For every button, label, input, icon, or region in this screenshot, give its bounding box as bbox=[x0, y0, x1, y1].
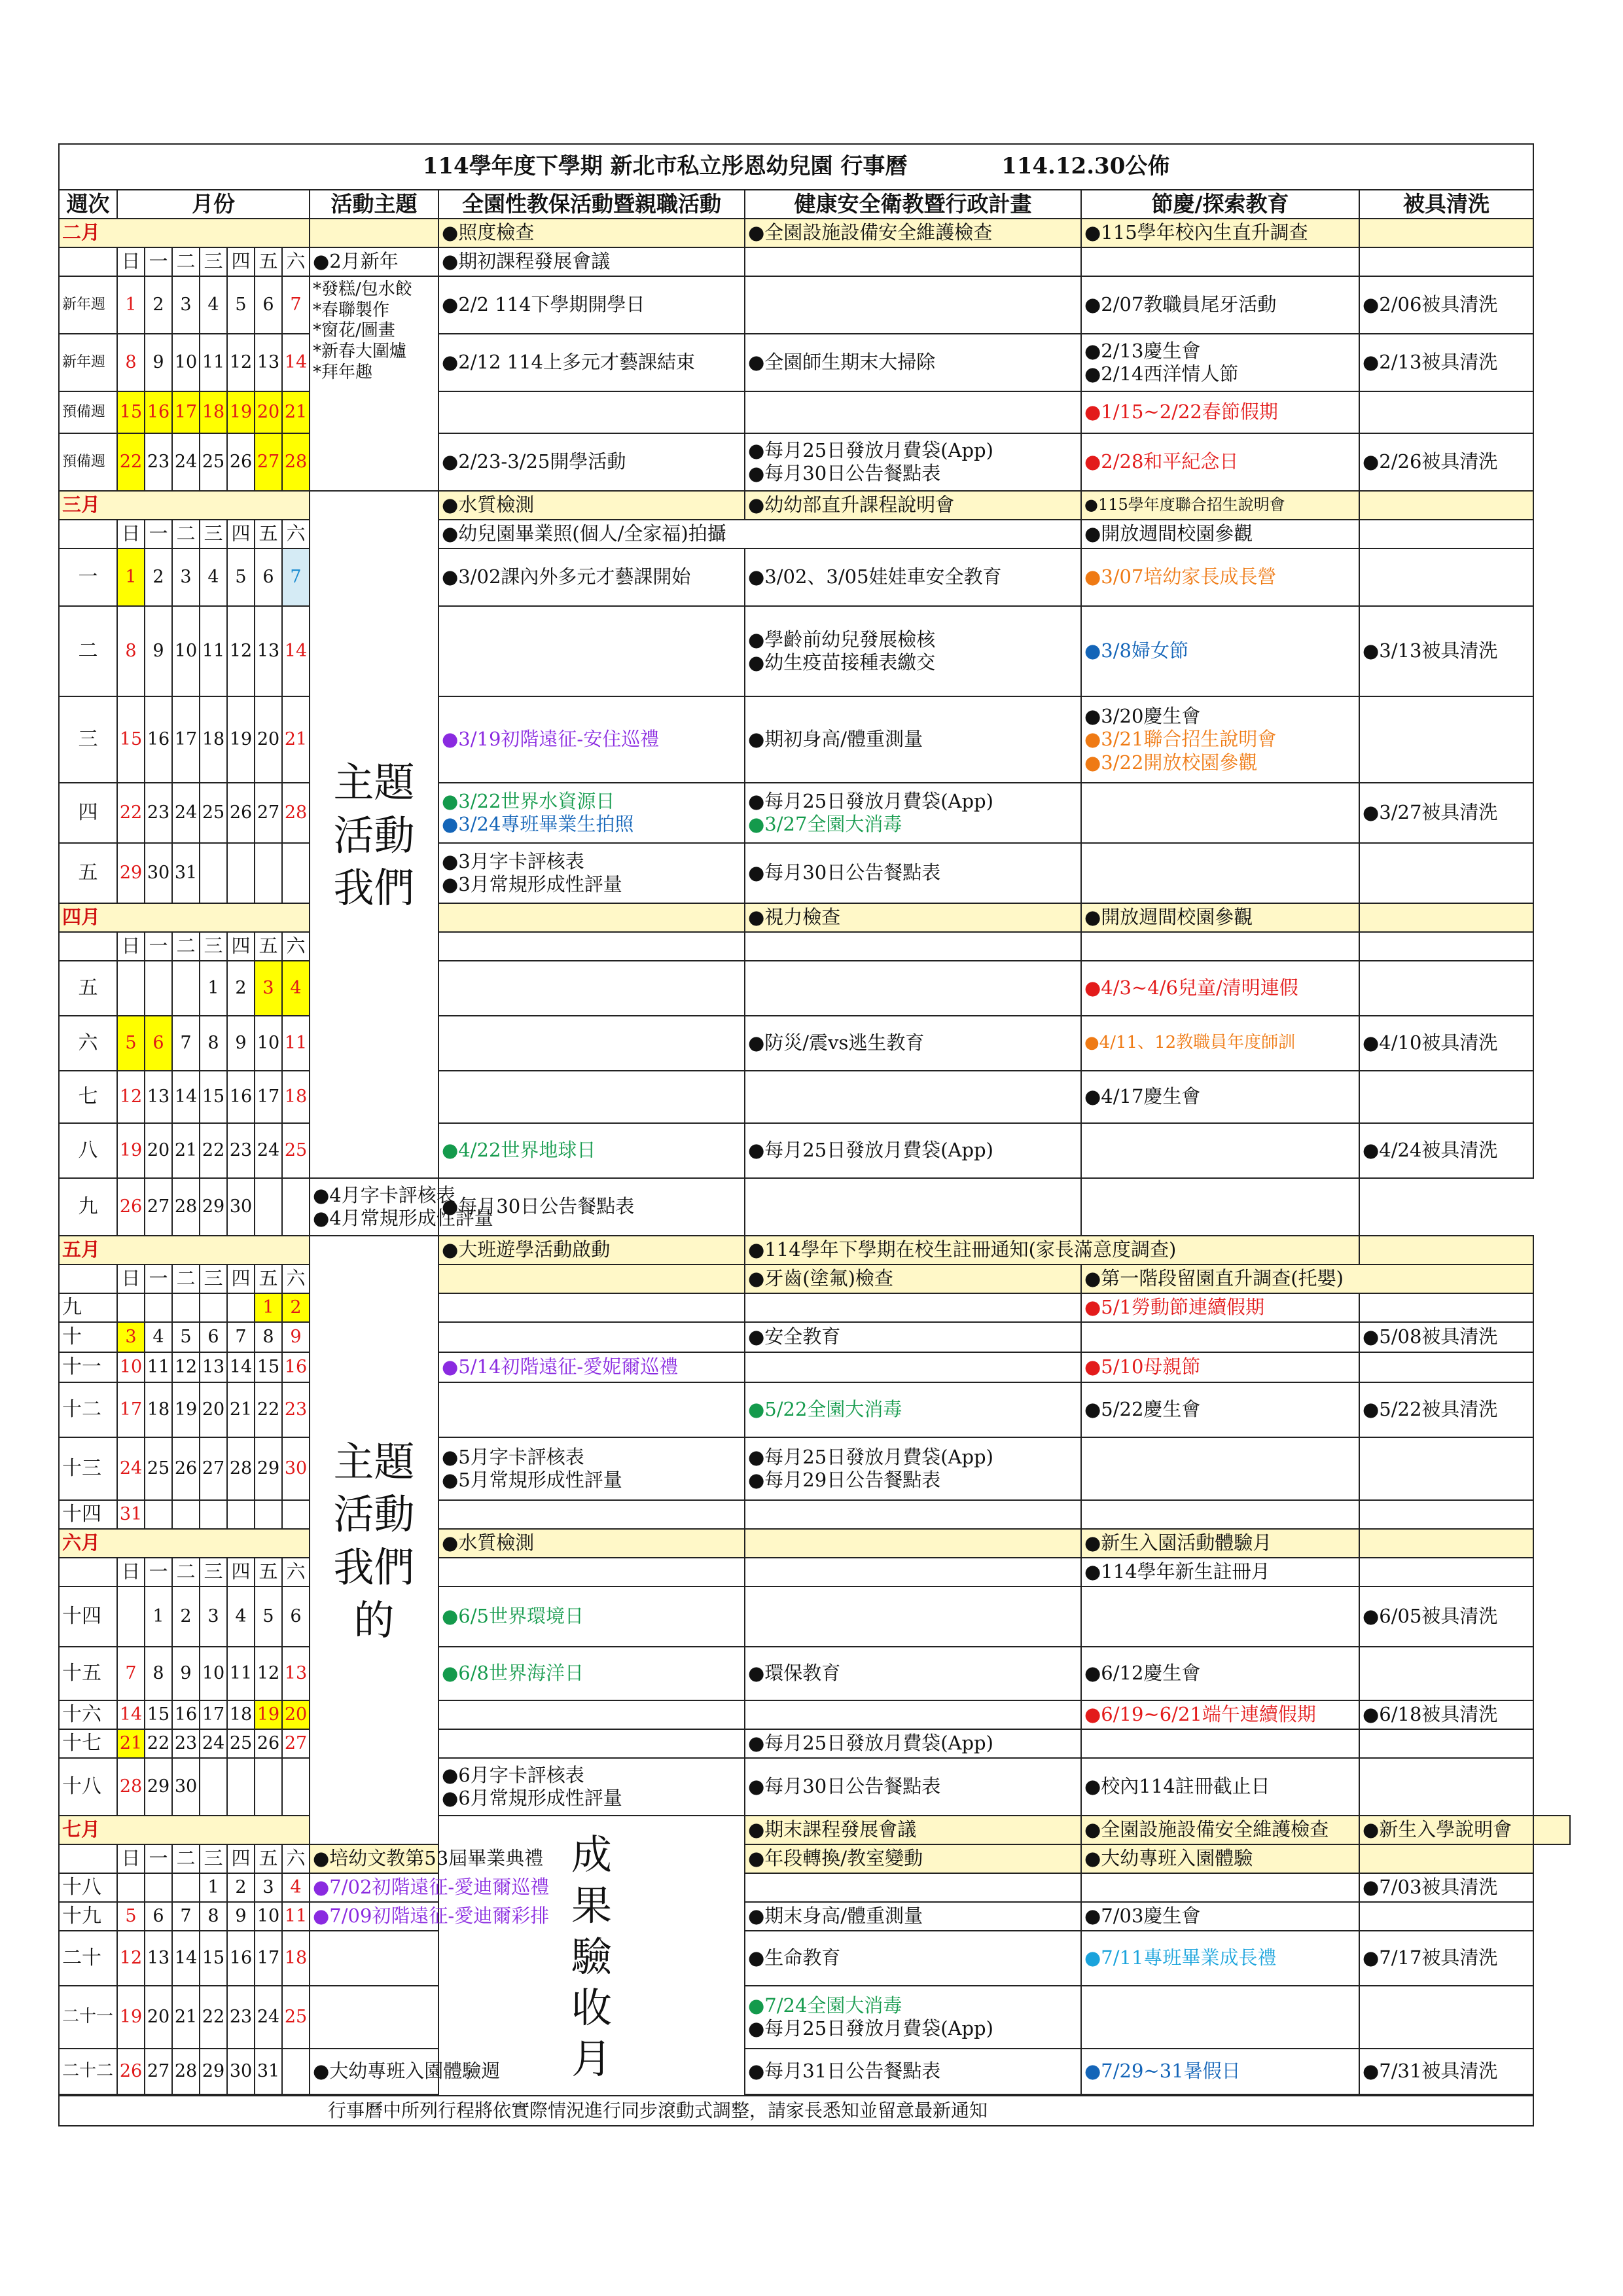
table-row: 預備週 15 16 17 18 19 20 21 ●1/15~2/22春節假期 bbox=[59, 391, 1570, 433]
table-row: 十五 7 8 9 10 11 12 13 ●6/8世界海洋日 ●環保教育 ●6/12慶生會 bbox=[59, 1647, 1570, 1700]
parent-cell: ●2/23-3/25開學活動 bbox=[438, 433, 745, 491]
table-row: 三 15 16 17 18 19 20 21 ●3/19初階遠征-安住巡禮 ●期初身高/體重測量 ●3/20慶生會 ●3/21聯合招生說明會 ●3/22開放校園參觀 bbox=[59, 696, 1570, 783]
jul-health-1: ●年段轉換/教室變動 bbox=[745, 1844, 1081, 1873]
table-row: 五 1 2 3 4 ●4/3~4/6兒童/清明連假 bbox=[59, 961, 1570, 1016]
weekday-sat: 六 bbox=[282, 247, 310, 276]
may-weekday-row: 日 一 二 三 四 五 六 ●牙齒(塗氟)檢查 ●第一階段留園直升調查(托嬰) bbox=[59, 1265, 1570, 1293]
jun-fest-0: ●新生入園活動體驗月 bbox=[1081, 1529, 1359, 1558]
jul-month-row bbox=[59, 1816, 1570, 1844]
jul-health-0: ●全園設施設備安全維護檢查 bbox=[1081, 1816, 1359, 1844]
mar-weekday-row: 日 一 二 三 四 五 六 ●幼兒園畢業照(個人/全家福)拍攝 ●開放週間校園參觀 bbox=[59, 520, 1570, 548]
footer-note: 行事曆中所列行程將依實際情況進行同步滾動式調整，請家長悉知並留意最新通知 bbox=[59, 2096, 1533, 2126]
header-bedding: 被具清洗 bbox=[1359, 190, 1533, 219]
jul-fest-1: ●大幼專班入園體驗 bbox=[1081, 1844, 1359, 1873]
weekday-mon: 一 bbox=[145, 247, 172, 276]
fest-cell: ●2/13慶生會 ●2/14西洋情人節 bbox=[1081, 334, 1359, 391]
jun-month-row bbox=[59, 1529, 1570, 1558]
may-month-row bbox=[59, 1236, 1570, 1265]
feb-theme-notes: *發糕/包水餃 *春聯製作 *窗花/圖畫 *新春大圍爐 *拜年趣 bbox=[310, 276, 438, 491]
feb-fest-0: ●115學年校內生直升調查 bbox=[1081, 219, 1359, 247]
table-row: 十三 24 25 26 27 28 29 30 ●5月字卡評核表 ●5月常規形成性評量 ●每月25日發放月費袋(App) ●每月29日公告餐點表 bbox=[59, 1437, 1570, 1500]
header-week: 週次 bbox=[59, 190, 117, 219]
table-row: 十四 31 bbox=[59, 1500, 1570, 1529]
header-festival: 節慶/探索教育 bbox=[1081, 190, 1359, 219]
day-cell: 7 bbox=[282, 276, 310, 334]
bed-cell: ●2/13被具清洗 bbox=[1359, 334, 1533, 391]
weekday-tue: 二 bbox=[172, 247, 200, 276]
table-row: 十九 5 6 7 8 9 10 11 ●7/09初階遠征-愛迪爾彩排 ●期末身高/體重測量 ●7/03慶生會 bbox=[59, 1902, 1570, 1931]
title-date: 114.12.30公佈 bbox=[1001, 153, 1170, 180]
day-cell: 3 bbox=[172, 276, 200, 334]
table-row: 二 8 9 10 11 12 13 14 ●學齡前幼兒發展檢核 ●幼生疫苗接種表繳交 ●3/8婦女節 ●3/13被具清洗 bbox=[59, 606, 1570, 696]
bed-cell: ●2/26被具清洗 bbox=[1359, 433, 1533, 491]
table-row: 十二 17 18 19 20 21 22 23 ●5/22全園大消毒 ●5/22慶生會 ●5/22被具清洗 bbox=[59, 1382, 1570, 1437]
mar-health-0: ●幼幼部直升課程說明會 bbox=[745, 491, 1081, 520]
feb-health-0: ●全園設施設備安全維護檢查 bbox=[745, 219, 1081, 247]
weekday-fri: 五 bbox=[255, 247, 282, 276]
feb-parent-0: ●照度檢查 bbox=[438, 219, 745, 247]
theme-jul: 成果驗收月 bbox=[438, 1816, 745, 2096]
weekday-sun: 日 bbox=[117, 247, 145, 276]
mar-fest-1: ●開放週間校園參觀 bbox=[1081, 520, 1359, 548]
theme-may-jun: 主題活動我們的 bbox=[310, 1236, 438, 1844]
month-name-feb: 二月 bbox=[59, 219, 310, 247]
header-parent: 全園性教保活動暨親職活動 bbox=[438, 190, 745, 219]
table-row: 二十 12 13 14 15 16 17 18 ●生命教育 ●7/11專班畢業成長禮 ●7/17被具清洗 bbox=[59, 1931, 1570, 1986]
mar-parent-0: ●水質檢測 bbox=[438, 491, 745, 520]
table-row: 預備週 22 23 24 25 26 27 28 ●2/23-3/25開學活動 ●每月25日發放月費袋(App) ●每月30日公告餐點表 ●2/28和平紀念日 ●2/26被具清洗 bbox=[59, 433, 1570, 491]
feb-weekday-row bbox=[59, 247, 1570, 276]
table-row: 五 29 30 31 ●3月字卡評核表 ●3月常規形成性評量 ●每月30日公告餐點表 bbox=[59, 843, 1570, 903]
footer-row bbox=[59, 2096, 1570, 2126]
column-headers bbox=[59, 190, 1570, 219]
apr-month-row bbox=[59, 903, 1570, 932]
mar-fest-0: ●115學年度聯合招生說明會 bbox=[1081, 491, 1359, 520]
table-row: 新年週 8 9 10 11 12 13 14 ●2/12 114上多元才藝課結束 ●全園師生期末大掃除 ●2/13慶生會 ●2/14西洋情人節 ●2/13被具清洗 bbox=[59, 334, 1570, 391]
header-month: 月份 bbox=[117, 190, 310, 219]
week-label: 新年週 bbox=[59, 276, 117, 334]
apr-fest-0: ●開放週間校園參觀 bbox=[1081, 903, 1359, 932]
feb-month-row bbox=[59, 219, 1570, 247]
table-row: 十六 14 15 16 17 18 19 20 ●6/19~6/21端午連續假期 ●6/18被具清洗 bbox=[59, 1700, 1570, 1729]
table-row: 九 26 27 28 29 30 ●4月字卡評核表 ●4月常規形成性評量 ●每月30日公告餐點表 bbox=[59, 1178, 1570, 1236]
table-row: 八 19 20 21 22 23 24 25 ●4/22世界地球日 ●每月25日發放月費袋(App) ●4/24被具清洗 bbox=[59, 1123, 1570, 1178]
bed-cell: ●2/06被具清洗 bbox=[1359, 276, 1533, 334]
month-name-jul: 七月 bbox=[59, 1816, 310, 1844]
table-row bbox=[59, 276, 1570, 334]
day-cell: 2 bbox=[145, 276, 172, 334]
day-cell: 5 bbox=[227, 276, 255, 334]
jul-parent-1: ●培幼文教第53屆畢業典禮 bbox=[310, 1844, 438, 1873]
table-row: 二十一 19 20 21 22 23 24 25 ●7/24全園大消毒 ●每月25日發放月費袋(App) bbox=[59, 1986, 1570, 2049]
mar-month-row bbox=[59, 491, 1570, 520]
table-row: 二十二 26 27 28 29 30 31 ●大幼專班入園體驗週 ●每月31日公告餐點表 ●7/29~31暑假日 ●7/31被具清洗 bbox=[59, 2049, 1570, 2094]
may-parent-0: ●大班遊學活動啟動 bbox=[438, 1236, 745, 1265]
jun-parent-0: ●水質檢測 bbox=[438, 1529, 745, 1558]
fest-cell: ●2/28和平紀念日 bbox=[1081, 433, 1359, 491]
table-row: 十七 21 22 23 24 25 26 27 ●每月25日發放月費袋(App) bbox=[59, 1729, 1570, 1758]
parent-cell: ●2/12 114上多元才藝課結束 bbox=[438, 334, 745, 391]
jul-weekday-row: 日 一 二 三 四 五 六 ●培幼文教第53屆畢業典禮 ●年段轉換/教室變動 ●大幼專班入園體驗 bbox=[59, 1844, 1570, 1873]
calendar-table bbox=[58, 143, 1571, 2126]
fest-cell: ●1/15~2/22春節假期 bbox=[1081, 391, 1359, 433]
calendar-sheet bbox=[58, 143, 1571, 2126]
month-name-may: 五月 bbox=[59, 1236, 310, 1265]
table-row: 十 3 4 5 6 7 8 9 ●安全教育 ●5/08被具清洗 bbox=[59, 1322, 1570, 1352]
jun-weekday-row: 日 一 二 三 四 五 六 ●114學年新生註冊月 bbox=[59, 1558, 1570, 1587]
day-cell: 1 bbox=[117, 276, 145, 334]
month-name-apr: 四月 bbox=[59, 903, 310, 932]
month-name-mar: 三月 bbox=[59, 491, 310, 520]
feb-theme-lead: ●2月新年 bbox=[310, 247, 438, 276]
month-name-jun: 六月 bbox=[59, 1529, 310, 1558]
health-cell: ●全園師生期末大掃除 bbox=[745, 334, 1081, 391]
weekday-wed: 三 bbox=[200, 247, 227, 276]
may-health-0: ●114學年下學期在校生註冊通知(家長滿意度調查) bbox=[745, 1236, 1359, 1265]
table-row: 十八 28 29 30 ●6月字卡評核表 ●6月常規形成性評量 ●每月30日公告餐點表 ●校內114註冊截止日 bbox=[59, 1758, 1570, 1816]
may-health-1: ●牙齒(塗氟)檢查 bbox=[745, 1265, 1081, 1293]
calendar-title bbox=[59, 144, 1533, 190]
day-cell: 6 bbox=[255, 276, 282, 334]
table-row: 七 12 13 14 15 16 17 18 ●4/17慶生會 bbox=[59, 1071, 1570, 1123]
table-row: 十一 10 11 12 13 14 15 16 ●5/14初階遠征-愛妮爾巡禮 ●5/10母親節 bbox=[59, 1352, 1570, 1382]
table-row: 十八 1 2 3 4 ●7/02初階遠征-愛迪爾巡禮 ●7/03被具清洗 bbox=[59, 1873, 1570, 1902]
table-row: 六 5 6 7 8 9 10 11 ●防災/震vs逃生教育 ●4/11、12教職員年度師訓 ●4/10被具清洗 bbox=[59, 1016, 1570, 1071]
health-cell: ●每月25日發放月費袋(App) ●每月30日公告餐點表 bbox=[745, 433, 1081, 491]
apr-weekday-row: 日 一 二 三 四 五 六 bbox=[59, 932, 1570, 961]
table-row: 四 22 23 24 25 26 27 28 ●3/22世界水資源日 ●3/24專班畢業生拍照 ●每月25日發放月費袋(App) ●3/27全園大消毒 ●3/27被具清洗 bbox=[59, 783, 1570, 843]
jul-fest-0: ●新生入學說明會 bbox=[1359, 1816, 1533, 1844]
feb-parent-1: ●期初課程發展會議 bbox=[438, 247, 745, 276]
jul-parent-0: ●期末課程發展會議 bbox=[745, 1816, 1081, 1844]
jun-fest-1: ●114學年新生註冊月 bbox=[1081, 1558, 1359, 1587]
title-main: 114學年度下學期 新北市私立彤恩幼兒園 行事曆 bbox=[422, 153, 908, 180]
table-row: 九 1 2 ●5/1勞動節連續假期 bbox=[59, 1293, 1570, 1322]
health-cell bbox=[745, 276, 1081, 334]
may-fest-1: ●第一階段留園直升調查(托嬰) bbox=[1081, 1265, 1533, 1293]
table-row: 一 1 2 3 4 5 6 7 ●3/02課內外多元才藝課開始 ●3/02、3/05娃娃車安全教育 ●3/07培幼家長成長營 bbox=[59, 548, 1570, 606]
parent-cell: ●2/2 114下學期開學日 bbox=[438, 276, 745, 334]
apr-health-0: ●視力檢查 bbox=[745, 903, 1081, 932]
table-row: 十四 1 2 3 4 5 6 ●6/5世界環境日 ●6/05被具清洗 bbox=[59, 1587, 1570, 1647]
fest-cell: ●2/07教職員尾牙活動 bbox=[1081, 276, 1359, 334]
theme-mar-apr: 主題活動我們 bbox=[310, 491, 438, 1178]
header-theme: 活動主題 bbox=[310, 190, 438, 219]
weekday-thu: 四 bbox=[227, 247, 255, 276]
day-cell: 4 bbox=[200, 276, 227, 334]
mar-parent-1: ●幼兒園畢業照(個人/全家福)拍攝 bbox=[438, 520, 1081, 548]
header-health: 健康安全衛教暨行政計畫 bbox=[745, 190, 1081, 219]
